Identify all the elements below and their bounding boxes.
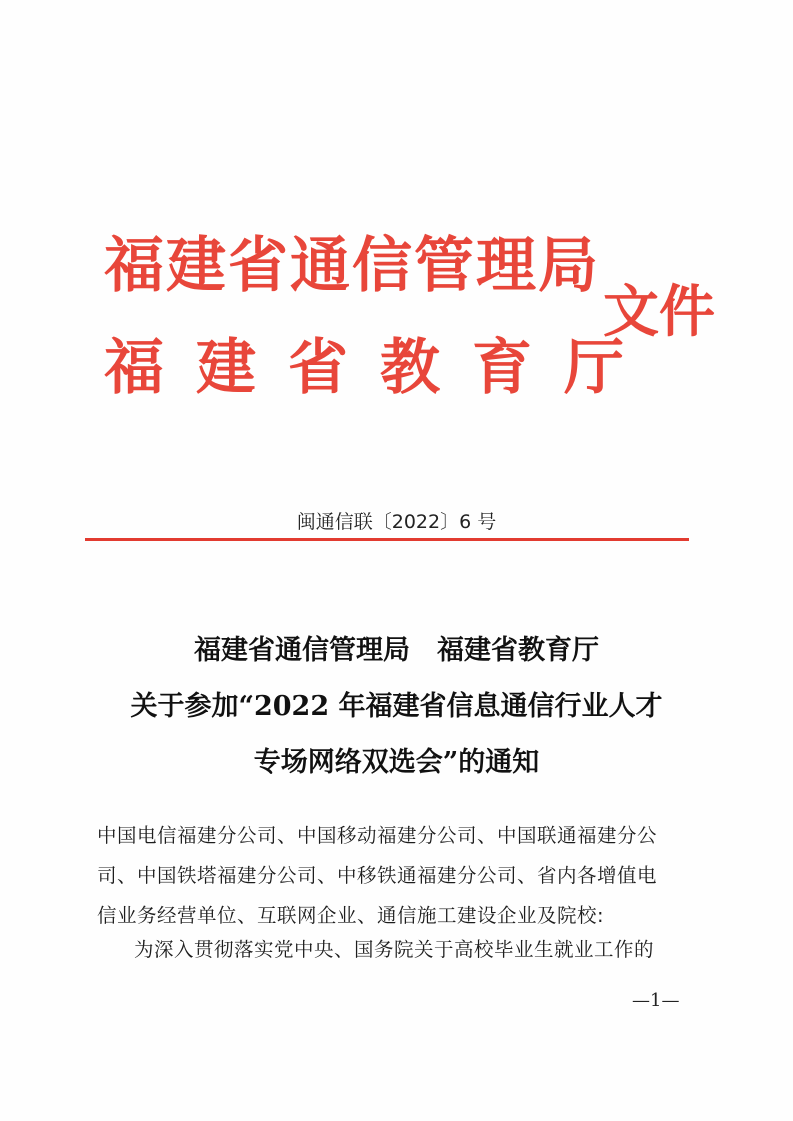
body-line-4: 为深入贯彻落实党中央、国务院关于高校毕业生就业工作的 xyxy=(134,938,655,961)
title-line-3: 专场网络双选会”的通知 xyxy=(253,747,540,778)
document-word: 文件 xyxy=(603,279,715,345)
page-number: —1— xyxy=(632,990,680,1011)
document-number: 闽通信联〔2022〕6 号 xyxy=(296,511,497,533)
body-line-3: 信业务经营单位、互联网企业、通信施工建设企业及院校: xyxy=(97,904,605,927)
title-line-2: 关于参加“2022 年福建省信息通信行业人才 xyxy=(130,691,663,722)
body-line-1: 中国电信福建分公司、中国移动福建分公司、中国联通福建分公 xyxy=(97,824,658,847)
issuer-line-1: 福建省通信管理局 xyxy=(104,231,600,301)
issuer-line-2: 福建省教育厅 xyxy=(104,333,656,403)
body-line-2: 司、中国铁塔福建分公司、中移铁通福建分公司、省内各增值电 xyxy=(97,864,658,887)
red-divider-line xyxy=(85,538,689,541)
title-line-1: 福建省通信管理局 福建省教育厅 xyxy=(194,635,599,666)
